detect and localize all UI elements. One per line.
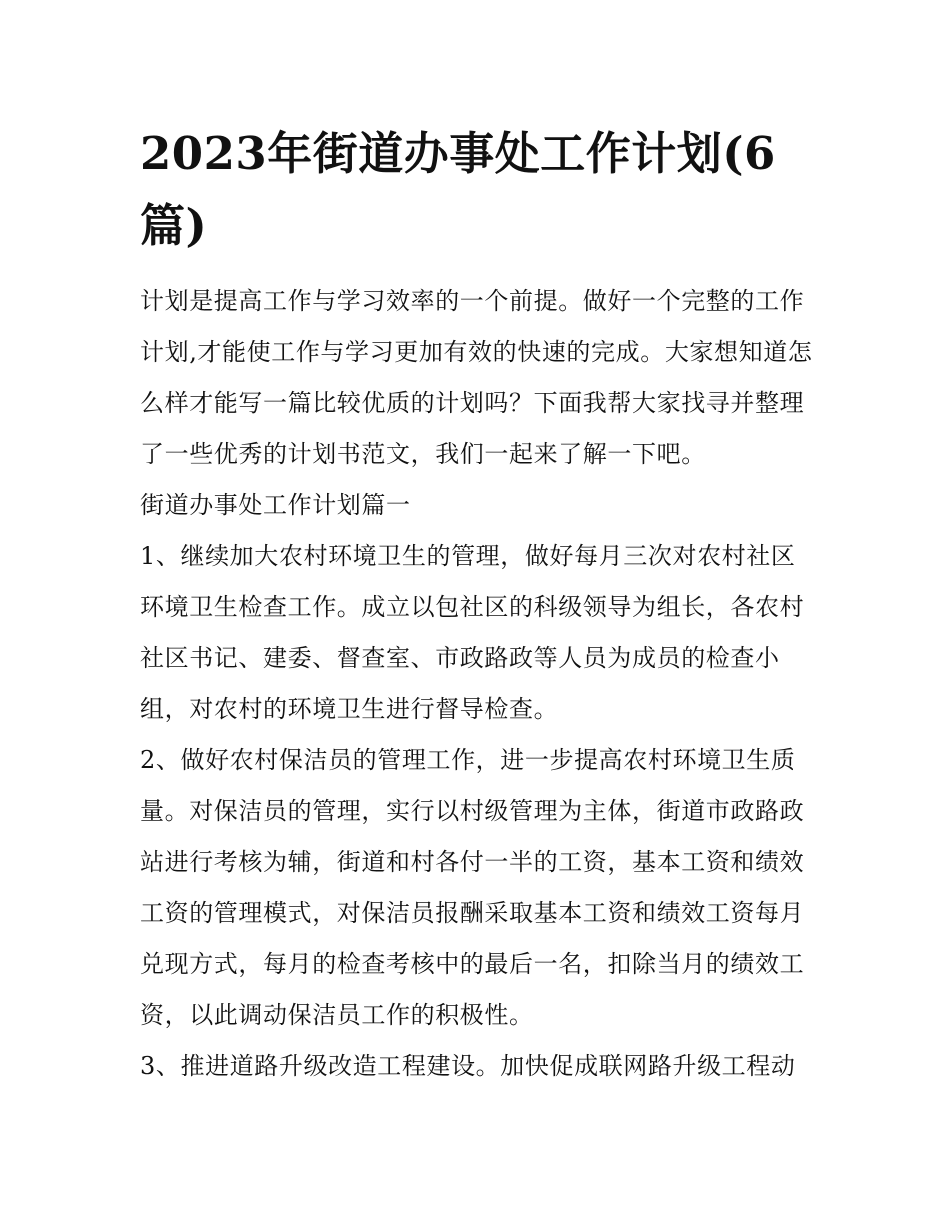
- list-item: 2、做好农村保洁员的管理工作，进一步提高农村环境卫生质量。对保洁员的管理，实行以村级管理为主体，街道市政路政站进行考核为辅，街道和村各付一半的工资，基本工资和绩效工资的管理模式，对保洁员报酬采取基本工资和绩效工资每月兑现方式，每月的检查考核中的最后一名，扣除当月的绩效工资，以此调动保洁员工作的积极性。: [140, 746, 805, 1029]
- document-body: [140, 276, 815, 1092]
- page-title: 2023年街道办事处工作计划(6篇): [140, 127, 776, 252]
- list-item: 1、继续加大农村环境卫生的管理，做好每月三次对农村社区环境卫生检查工作。成立以包社区的科级领导为组长，各农村社区书记、建委、督查室、市政路政等人员为成员的检查小组，对农村的环境卫生进行督导检查。: [140, 542, 805, 723]
- section-heading: 街道办事处工作计划篇一: [140, 491, 411, 519]
- intro-paragraph: 计划是提高工作与学习效率的一个前提。做好一个完整的工作计划,才能使工作与学习更加有效的快速的完成。大家想知道怎么样才能写一篇比较优质的计划吗？下面我帮大家找寻并整理了一些优秀的计划书范文，我们一起来了解一下吧。: [140, 287, 813, 468]
- list-item: 3、推进道路升级改造工程建设。加快促成联网路升级工程动: [140, 1052, 796, 1080]
